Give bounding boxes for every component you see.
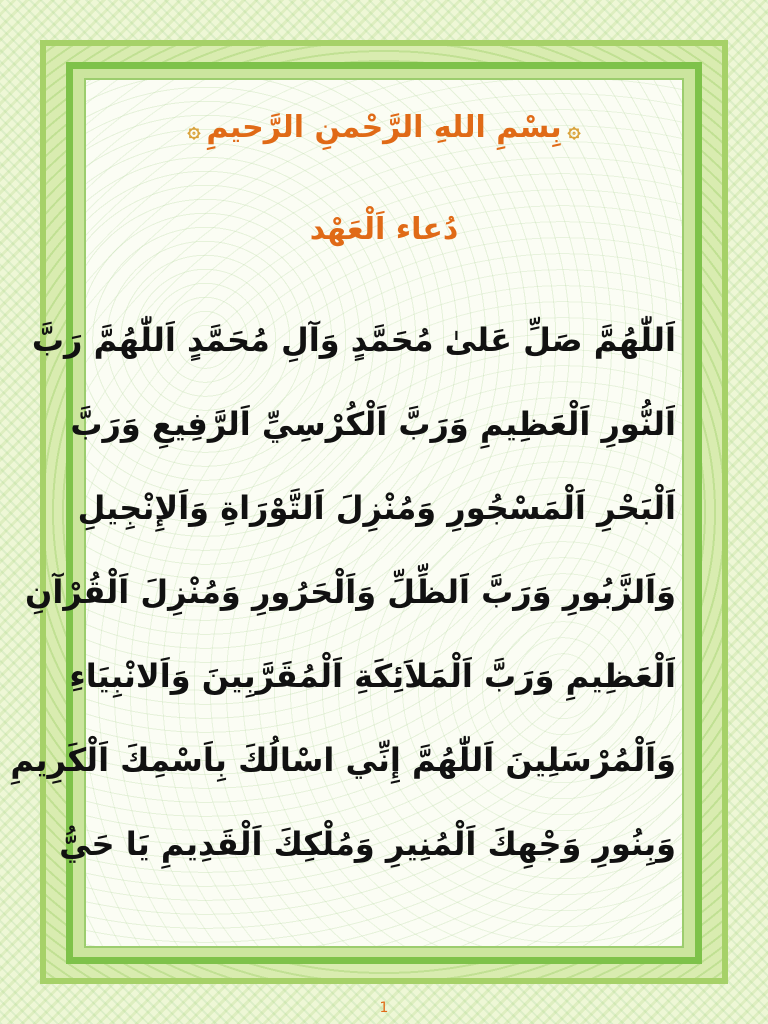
text-line: اَلنُّورِ اَلْعَظِيمِ وَرَبَّ اَلْكُرْسِيِّ اَلرَّفِيعِ وَرَبَّ bbox=[70, 405, 676, 443]
page-number: 1 bbox=[379, 1000, 389, 1016]
text-line: اَللّٰهُمَّ صَلِّ عَلىٰ مُحَمَّدٍ وَآلِ مُحَمَّدٍ اَللّٰهُمَّ رَبَّ bbox=[31, 321, 676, 359]
text-line: اَلْعَظِيمِ وَرَبَّ اَلْمَلاَئِكَةِ اَلْمُقَرَّبِينَ وَاَلانْبِيَاءِ bbox=[69, 657, 676, 695]
page-title: دُعاء اَلْعَهْد bbox=[309, 212, 459, 247]
basmala-heading bbox=[0, 110, 768, 145]
text-line: اَلْبَحْرِ اَلْمَسْجُورِ وَمُنْزِلَ اَلتَّوْرَاةِ وَاَلإِنْجِيلِ bbox=[77, 489, 676, 527]
prayer-text bbox=[10, 310, 676, 898]
text-line: وَاَلْمُرْسَلِينَ اَللّٰهُمَّ إِنِّي اسْالُكَ بِاَسْمِكَ اَلْكَرِيمِ bbox=[10, 741, 676, 779]
ornament-left-icon: ۞ bbox=[187, 118, 201, 143]
text-line: وَبِنُورِ وَجْهِكَ اَلْمُنِيرِ وَمُلْكِكَ اَلْقَدِيمِ يَا حَيُّ bbox=[59, 825, 676, 863]
ornament-right-icon: ۞ bbox=[567, 118, 581, 143]
text-line: وَاَلزَّبُورِ وَرَبَّ اَلظِّلِّ وَاَلْحَرُورِ وَمُنْزِلَ اَلْقُرْآنِ bbox=[25, 573, 676, 611]
basmala-text: بِسْمِ اللهِ الرَّحْمنِ الرَّحيمِ bbox=[206, 110, 562, 145]
